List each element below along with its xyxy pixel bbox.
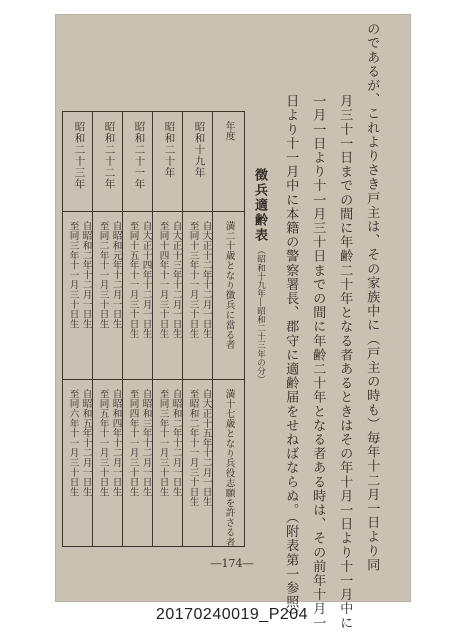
conscription-from: 自大正十二年十二月一日生 [200, 221, 212, 339]
year-cell: 昭和二十年 [163, 121, 176, 179]
volunteer-from: 自昭和四年十二月一日生 [110, 389, 122, 497]
table-title: 徴兵適齢表 [252, 168, 267, 243]
volunteer-to: 至同五年十一月三十日生 [97, 389, 109, 497]
conscription-from: 自大正十四年十二月一日生 [140, 221, 152, 339]
conscription-from: 自昭和元年十二月一日生 [110, 221, 122, 329]
body-line-4: 日より十一月中に本籍の警察署長、郡守に適齢届をせねばならぬ。（附表第一参照） [283, 94, 299, 624]
conscription-to: 至同二年十一月三十日生 [97, 221, 109, 329]
table-divider [122, 111, 123, 547]
conscription-to: 至同三年十一月三十日生 [67, 221, 79, 329]
conscription-to: 至同十五年十一月三十日生 [127, 221, 139, 339]
header-year: 年度 [223, 121, 235, 141]
body-line-1: のであるが、これよりさき戸主は、その家族中に（戸主の時も）毎年十二月一日より同 [364, 22, 380, 572]
year-cell: 昭和十九年 [193, 121, 206, 179]
volunteer-to: 至昭和二年十一月三十日生 [187, 389, 199, 507]
volunteer-to: 至同三年十一月三十日生 [157, 389, 169, 497]
conscription-from: 自昭和二年十二月一日生 [80, 221, 92, 329]
page-number: ―174― [210, 557, 254, 570]
image-caption: 20170240019_P204 [155, 606, 309, 623]
year-cell: 昭和二十三年 [73, 121, 86, 190]
volunteer-from: 自昭和三年十二月一日生 [140, 389, 152, 497]
table-divider [212, 111, 213, 547]
body-line-2: 月三十一日までの間に年齢二十年となる者あるときはその年十月一日より十一月中に [337, 94, 353, 630]
header-conscription: 満二十歳となり徴兵に當る者 [223, 221, 235, 350]
table-divider [182, 111, 183, 547]
conscription-to: 至同十四年十一月三十日生 [157, 221, 169, 339]
table-divider [152, 111, 153, 547]
conscription-to: 至同十三年十一月三十日生 [187, 221, 199, 339]
year-cell: 昭和二十二年 [103, 121, 116, 190]
header-volunteer: 満十七歳となり兵役志願を許さる者 [223, 389, 235, 548]
volunteer-from: 自昭和五年十二月一日生 [80, 389, 92, 497]
body-line-3: 一月一日より十一月三十日までの間に年齢二十年となる者ある時は、その前年十月一 [310, 94, 326, 630]
volunteer-to: 至同六年十一月三十日生 [67, 389, 79, 497]
year-cell: 昭和二十一年 [133, 121, 146, 190]
table-subtitle: （昭和十九年―昭和二十三年の分） [255, 246, 266, 384]
conscription-from: 自大正十三年十二月一日生 [170, 221, 182, 339]
table-divider [92, 111, 93, 547]
conscription-age-table [62, 111, 245, 547]
table-divider [62, 379, 245, 380]
volunteer-from: 自大正十五年十二月一日生 [200, 389, 212, 507]
volunteer-from: 自昭和二年十二月一日生 [170, 389, 182, 497]
volunteer-to: 至同四年十一月三十日生 [127, 389, 139, 497]
table-divider [62, 211, 245, 212]
